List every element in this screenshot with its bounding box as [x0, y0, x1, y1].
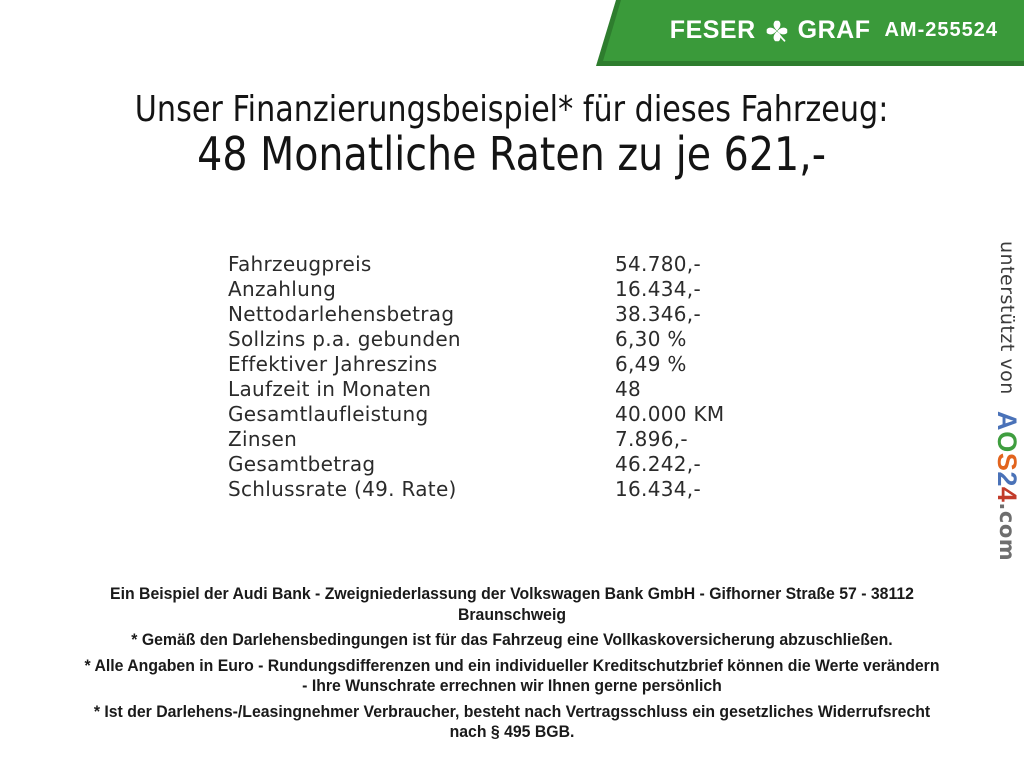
row-value: 38.346,- [615, 302, 701, 326]
row-label: Sollzins p.a. gebunden [228, 327, 461, 351]
disclaimer-line: Ein Beispiel der Audi Bank - Zweigniederlassung der Volkswagen Bank GmbH - Gifhorner Straße 57 - 38112 [110, 584, 914, 603]
footer-disclaimer [0, 584, 1024, 743]
aos24-logo-letter: O [992, 431, 1022, 453]
table-row [228, 452, 724, 477]
row-label: Nettodarlehensbetrag [228, 302, 455, 326]
aos24-logo-letter: 2 [992, 471, 1022, 487]
clover-icon [762, 16, 792, 46]
headline-line1: Unser Finanzierungsbeispiel* für dieses Fahrzeug: [135, 89, 889, 130]
row-value: 46.242,- [615, 452, 701, 476]
row-value: 48 [615, 377, 642, 401]
disclaimer-line: * Alle Angaben in Euro - Rundungsdifferenzen und ein individueller Kreditschutzbrief können die Werte verändern [84, 655, 940, 675]
row-value: 54.780,- [615, 252, 701, 276]
row-label: Laufzeit in Monaten [228, 377, 432, 401]
row-value: 16.434,- [615, 277, 701, 301]
row-label: Effektiver Jahreszins [228, 352, 438, 376]
headline-line2: 48 Monatliche Raten zu je 621,- [197, 126, 827, 181]
row-value: 6,30 % [615, 327, 687, 351]
table-row [228, 477, 724, 502]
vehicle-reference-number: AM-255524 [884, 19, 998, 41]
brand-name-graf: GRAF [797, 16, 871, 44]
table-row [228, 277, 724, 302]
headline [0, 89, 1024, 181]
table-row [228, 252, 724, 277]
sponsor-domain-suffix: .com [995, 502, 1019, 562]
table-row [228, 427, 724, 452]
brand-name-feser: FESER [669, 16, 756, 44]
row-value: 7.896,- [615, 427, 688, 451]
disclaimer-line: nach § 495 BGB. [449, 722, 575, 741]
row-label: Schlussrate (49. Rate) [228, 477, 457, 501]
row-value: 40.000 KM [615, 402, 725, 426]
row-label: Gesamtlaufleistung [228, 402, 429, 426]
table-row [228, 402, 724, 427]
row-label: Zinsen [228, 427, 298, 451]
table-row [228, 302, 724, 327]
dealer-banner [560, 0, 1024, 66]
aos24-logo-letter: S [992, 452, 1022, 472]
table-row [228, 377, 724, 402]
disclaimer-line: * Ist der Darlehens-/Leasingnehmer Verbraucher, besteht nach Vertragsschluss ein gesetzliches Widerrufsrecht [93, 701, 931, 721]
table-row [228, 352, 724, 377]
disclaimer-line: * Gemäß den Darlehensbedingungen ist für das Fahrzeug eine Vollkaskoversicherung abzuschließen. [131, 630, 893, 649]
disclaimer-line: - Ihre Wunschrate errechnen wir Ihnen gerne persönlich [302, 676, 722, 695]
sponsor-strip [991, 241, 1022, 561]
aos24-logo-letter: A [992, 411, 1022, 432]
row-value: 16.434,- [615, 477, 701, 501]
disclaimer-line: Braunschweig [457, 604, 567, 624]
aos24-logo-letter: 4 [992, 486, 1022, 503]
table-row [228, 327, 724, 352]
banner-content [560, 0, 1024, 61]
sponsor-prefix: unterstützt von [996, 241, 1018, 402]
row-label: Anzahlung [228, 277, 337, 301]
row-label: Gesamtbetrag [228, 452, 376, 476]
row-value: 6,49 % [615, 352, 687, 376]
row-label: Fahrzeugpreis [228, 252, 372, 276]
financing-table [228, 252, 724, 502]
